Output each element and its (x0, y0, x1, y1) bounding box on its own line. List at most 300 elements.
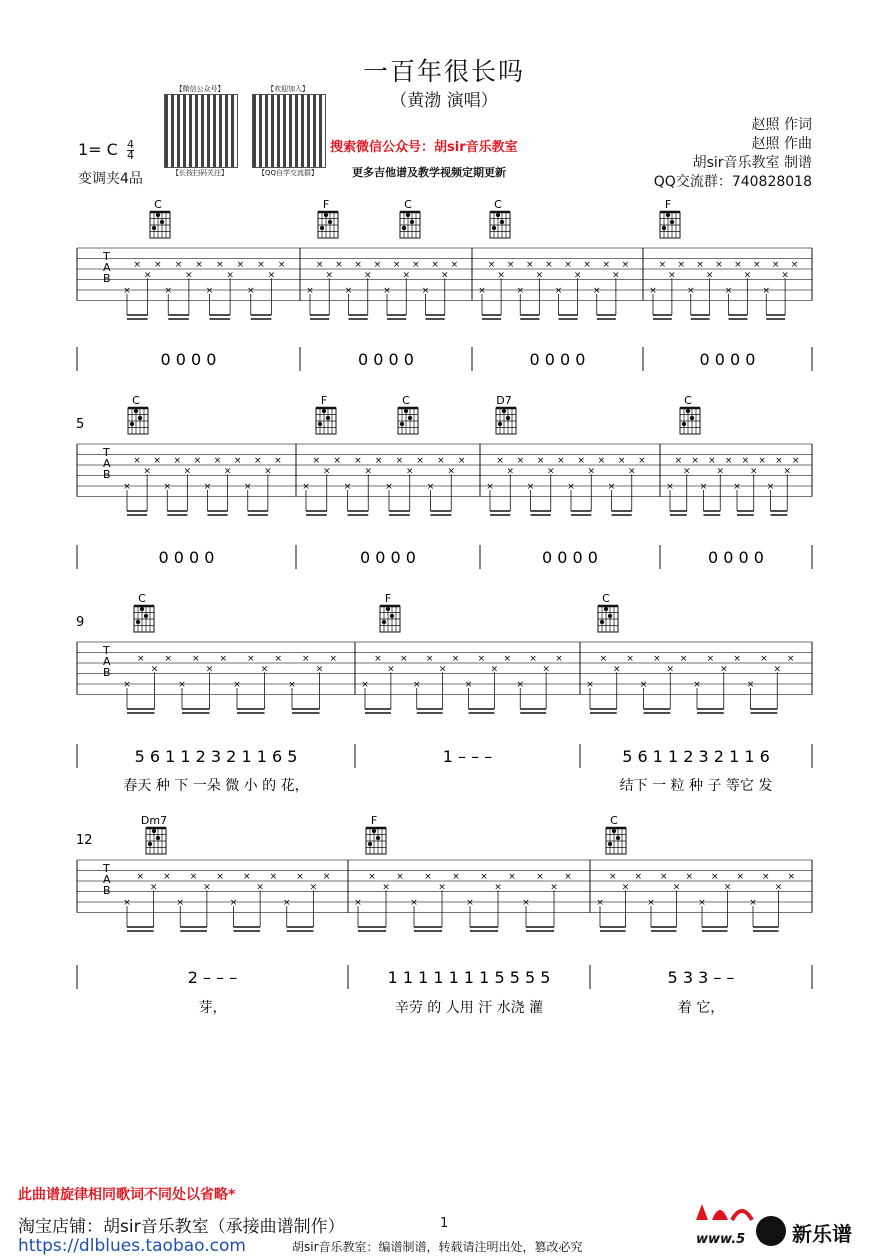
strum-mark: × (478, 286, 486, 296)
strum-mark: × (627, 466, 636, 477)
strum-mark: × (195, 259, 203, 270)
chord-diagram (680, 394, 700, 434)
tab-clef: B (103, 666, 111, 679)
strum-mark: × (205, 286, 214, 296)
strum-mark: × (668, 270, 676, 281)
strum-mark: × (790, 259, 799, 270)
strum-mark: × (634, 871, 643, 882)
composer: 赵照 作曲 (751, 136, 812, 152)
strum-mark: × (626, 653, 634, 664)
strum-mark: × (503, 653, 512, 664)
chord-name: C (684, 394, 692, 407)
chord-diagram (400, 198, 420, 238)
strum-mark: × (257, 259, 265, 270)
strum-mark: × (302, 482, 310, 492)
qq-group: QQ交流群：740828018 (653, 174, 812, 190)
chord-name: F (320, 394, 328, 407)
chord-name: F (322, 198, 330, 211)
strum-mark: × (368, 871, 376, 882)
strum-mark: × (724, 286, 733, 296)
strum-mark: × (216, 871, 224, 882)
strum-mark: × (466, 898, 474, 908)
strum-mark: × (243, 482, 252, 492)
strum-mark: × (608, 871, 617, 882)
strum-mark: × (246, 286, 255, 296)
qr1-caption-bottom: 【长按扫码关注】 (172, 169, 228, 177)
strum-mark: × (781, 270, 789, 281)
strum-mark: × (216, 259, 224, 270)
chord-diagram (660, 198, 680, 238)
qr2-caption-bottom: 【QQ自学交流群】 (257, 169, 319, 177)
chord-dot (662, 226, 666, 230)
strum-mark: × (674, 455, 683, 466)
arranger: 胡sir音乐教室 制谱 (692, 155, 812, 171)
strum-mark: × (431, 259, 439, 270)
strum-mark: × (143, 466, 151, 477)
chord-name: F (664, 198, 672, 211)
strum-mark: × (203, 882, 211, 893)
strum-mark: × (716, 466, 725, 477)
strum-mark: × (554, 286, 563, 296)
strum-mark: × (477, 653, 486, 664)
strum-mark: × (758, 455, 766, 466)
strum-mark: × (133, 259, 142, 270)
strum-mark: × (185, 270, 193, 281)
qr1-caption-top: 【微信公众号】 (175, 85, 225, 93)
strum-mark: × (315, 259, 324, 270)
chord-dot (318, 422, 322, 426)
strum-mark: × (301, 653, 310, 664)
notation-measure: 0 0 0 0 (699, 350, 756, 369)
strum-mark: × (176, 898, 185, 908)
tab-clef: B (103, 468, 111, 481)
strum-mark: × (496, 455, 504, 466)
strum-mark: × (191, 653, 200, 664)
strum-mark: × (733, 653, 741, 664)
strum-mark: × (274, 653, 283, 664)
strum-mark: × (508, 871, 516, 882)
chord-dot (608, 614, 612, 618)
chord-dot (670, 220, 674, 224)
strum-mark: × (424, 871, 432, 882)
strum-mark: × (213, 455, 222, 466)
chord-dot (506, 416, 510, 420)
strum-mark: × (333, 455, 341, 466)
strum-mark: × (516, 455, 525, 466)
strum-mark: × (440, 270, 449, 281)
strum-mark: × (236, 259, 245, 270)
chord-name: C (138, 592, 146, 605)
strum-mark: × (243, 871, 251, 882)
strum-mark: × (438, 664, 447, 675)
strum-mark: × (649, 286, 657, 296)
strum-mark: × (536, 455, 545, 466)
strum-mark: × (136, 871, 145, 882)
strum-mark: × (617, 455, 626, 466)
strum-mark: × (749, 898, 757, 908)
strum-mark: × (497, 270, 505, 281)
strum-mark: × (706, 653, 715, 664)
strum-mark: × (775, 455, 783, 466)
strum-mark: × (154, 259, 162, 270)
chord-diagram (316, 394, 336, 434)
strum-mark: × (550, 882, 558, 893)
chord-name: C (404, 198, 412, 211)
chord-dot (682, 422, 686, 426)
strum-mark: × (412, 680, 421, 690)
strum-mark: × (698, 898, 706, 908)
strum-mark: × (487, 259, 496, 270)
notation-measure: 0 0 0 0 (542, 548, 598, 567)
chord-dot (328, 220, 332, 224)
strum-mark: × (392, 259, 401, 270)
qr2-caption-top: 【欢迎加入】 (267, 85, 309, 93)
strum-mark: × (274, 455, 282, 466)
song-subtitle: （黄渤 演唱） (390, 91, 498, 111)
chord-dot (152, 829, 156, 833)
chord-dot (148, 842, 152, 846)
strum-mark: × (306, 286, 314, 296)
record-icon (756, 1216, 786, 1246)
strum-mark: × (494, 882, 502, 893)
strum-mark: × (535, 270, 544, 281)
strum-mark: × (452, 871, 460, 882)
capo-label: 变调夹4品 (78, 171, 143, 187)
strum-mark: × (691, 455, 699, 466)
strum-mark: × (354, 898, 362, 908)
strum-mark: × (685, 871, 694, 882)
strum-mark: × (583, 259, 591, 270)
strum-mark: × (123, 286, 131, 296)
strum-mark: × (164, 286, 173, 296)
tab-clef: B (103, 272, 111, 285)
chord-diagram (490, 198, 510, 238)
strum-mark: × (621, 259, 630, 270)
chord-diagram (134, 592, 154, 632)
strum-mark: × (696, 259, 704, 270)
strum-mark: × (639, 680, 648, 690)
strum-mark: × (693, 680, 701, 690)
chord-name: C (494, 198, 502, 211)
strum-mark: × (361, 680, 369, 690)
chord-dot (326, 416, 330, 420)
notation-measure: 0 0 0 0 (529, 350, 586, 369)
lyricist: 赵照 作词 (751, 117, 812, 133)
strum-mark: × (672, 882, 681, 893)
strum-mark: × (315, 664, 324, 675)
strum-mark: × (438, 882, 446, 893)
strum-mark: × (219, 653, 228, 664)
chord-diagram (366, 814, 386, 854)
chord-dot (130, 422, 134, 426)
strum-mark: × (753, 259, 761, 270)
strum-mark: × (647, 898, 655, 908)
strum-mark: × (193, 455, 202, 466)
notation-measure: 0 0 0 0 (358, 350, 414, 369)
chord-dot (498, 422, 502, 426)
notation-measure: 5 6 1 1 2 3 2 1 1 6 5 (134, 747, 298, 766)
strum-mark: × (529, 653, 537, 664)
strum-mark: × (542, 664, 550, 675)
strum-mark: × (425, 653, 434, 664)
strum-mark: × (451, 653, 460, 664)
chord-name: Dm7 (140, 814, 168, 827)
chord-dot (502, 409, 506, 413)
notation-measure: 1 – – – (442, 747, 493, 766)
strum-mark: × (136, 653, 145, 664)
strum-mark: × (736, 871, 745, 882)
strum-mark: × (400, 653, 408, 664)
chord-dot (376, 836, 380, 840)
chord-diagram (380, 592, 400, 632)
strum-mark: × (143, 270, 152, 281)
chord-diagram (496, 394, 516, 434)
key-label: 1= C (78, 140, 118, 159)
strum-mark: × (254, 455, 262, 466)
tab-clef: T (103, 250, 110, 263)
strum-mark: × (164, 653, 173, 664)
chord-dot (492, 226, 496, 230)
chord-diagram (598, 592, 618, 632)
repeat-notice: 此曲谱旋律相同歌词不同处以省略* (18, 1187, 236, 1203)
chord-diagram (318, 198, 338, 238)
strum-mark: × (573, 270, 582, 281)
strum-mark: × (599, 653, 608, 664)
tab-clef: A (103, 261, 111, 274)
chord-name: C (132, 394, 140, 407)
strum-mark: × (577, 455, 585, 466)
chord-dot (144, 614, 148, 618)
strum-mark: × (741, 455, 750, 466)
strum-mark: × (457, 455, 466, 466)
score-system (76, 592, 812, 794)
strum-mark: × (774, 882, 783, 893)
strum-mark: × (567, 482, 575, 492)
strum-mark: × (405, 466, 414, 477)
chord-dot (616, 836, 620, 840)
strum-mark: × (526, 259, 534, 270)
notation-measure: 5 6 1 1 2 3 2 1 1 6 (622, 747, 770, 766)
strum-mark: × (246, 653, 255, 664)
promo-text: 搜索微信公众号：胡sir音乐教室 (330, 140, 518, 155)
strum-mark: × (708, 455, 716, 466)
measure-number: 5 (76, 417, 85, 432)
strum-mark: × (226, 270, 234, 281)
strum-mark: × (205, 664, 214, 675)
chord-dot (496, 213, 500, 217)
chord-dot (404, 409, 408, 413)
strum-mark: × (163, 871, 171, 882)
strum-mark: × (189, 871, 198, 882)
strum-mark: × (743, 270, 752, 281)
strum-mark: × (256, 882, 264, 893)
strum-mark: × (288, 680, 296, 690)
strum-mark: × (564, 259, 572, 270)
chord-dot (686, 409, 690, 413)
measure-number: 9 (76, 615, 85, 630)
strum-mark: × (412, 259, 420, 270)
strum-mark: × (374, 455, 383, 466)
strum-mark: × (354, 455, 362, 466)
strum-mark: × (150, 664, 159, 675)
strum-mark: × (437, 455, 445, 466)
strum-mark: × (686, 286, 695, 296)
strum-mark: × (203, 482, 212, 492)
strum-mark: × (335, 259, 343, 270)
strum-mark: × (715, 259, 723, 270)
lyric-line: 结下 一 粒 种 子 等它 发 (619, 778, 773, 794)
strum-mark: × (587, 466, 596, 477)
strum-mark: × (783, 466, 792, 477)
chord-dot (500, 220, 504, 224)
chord-name: C (154, 198, 162, 211)
strum-mark: × (710, 871, 719, 882)
chord-dot (410, 220, 414, 224)
chord-name: C (402, 394, 410, 407)
strum-mark: × (447, 466, 456, 477)
strum-mark: × (555, 653, 563, 664)
notation-measure: 2 – – – (187, 968, 238, 987)
chord-dot (134, 409, 138, 413)
strum-mark: × (682, 466, 691, 477)
strum-mark: × (597, 455, 606, 466)
chord-dot (690, 416, 694, 420)
lyric-line: 春天 种 下 一朵 微 小 的 花， (123, 778, 309, 794)
strum-mark: × (771, 259, 780, 270)
strum-mark: × (486, 482, 494, 492)
chord-dot (400, 422, 404, 426)
promo-subtext: 更多吉他谱及教学视频定期更新 (352, 166, 506, 179)
strum-mark: × (734, 259, 742, 270)
strum-mark: × (322, 871, 331, 882)
time-sig-bottom: 4 (126, 149, 134, 162)
strum-mark: × (123, 482, 131, 492)
strum-mark: × (329, 653, 338, 664)
shop-url[interactable]: https://dlblues.taobao.com (18, 1236, 246, 1256)
site-logo-icon (694, 1198, 754, 1224)
strum-mark: × (760, 653, 768, 664)
lyric-line: 着 它， (677, 1000, 725, 1016)
chord-dot (408, 416, 412, 420)
strum-mark: × (536, 871, 544, 882)
strum-mark: × (506, 259, 515, 270)
strum-mark: × (612, 270, 620, 281)
strum-mark: × (791, 455, 800, 466)
strum-mark: × (602, 259, 611, 270)
strum-mark: × (296, 871, 304, 882)
strum-mark: × (325, 270, 334, 281)
strum-mark: × (490, 664, 499, 675)
strum-mark: × (666, 482, 674, 492)
notation-measure: 0 0 0 0 (160, 350, 217, 369)
strum-mark: × (733, 482, 741, 492)
strum-mark: × (382, 882, 390, 893)
tab-clef: B (103, 884, 111, 897)
strum-mark: × (659, 871, 668, 882)
strum-mark: × (746, 680, 755, 690)
strum-mark: × (679, 653, 688, 664)
strum-mark: × (387, 664, 395, 675)
site-url: www.5 (696, 1232, 746, 1247)
strum-mark: × (374, 653, 382, 664)
strum-mark: × (344, 286, 353, 296)
strum-mark: × (269, 871, 278, 882)
strum-mark: × (705, 270, 714, 281)
page-number: 1 (440, 1216, 449, 1231)
chord-diagram (128, 394, 148, 434)
strum-mark: × (233, 680, 241, 690)
strum-mark: × (123, 898, 131, 908)
strum-mark: × (464, 680, 473, 690)
chord-dot (406, 213, 410, 217)
notation-measure: 5 3 3 – – (667, 968, 735, 987)
lyric-line: 芽， (198, 1000, 227, 1016)
strum-mark: × (557, 455, 565, 466)
strum-mark: × (396, 871, 404, 882)
chord-diagram (606, 814, 626, 854)
strum-mark: × (592, 286, 601, 296)
strum-mark: × (699, 482, 708, 492)
strum-mark: × (546, 466, 555, 477)
chord-dot (320, 226, 324, 230)
chord-dot (612, 829, 616, 833)
strum-mark: × (123, 680, 131, 690)
strum-mark: × (229, 898, 238, 908)
chord-dot (386, 607, 390, 611)
strum-mark: × (395, 455, 404, 466)
strum-mark: × (766, 482, 775, 492)
strum-mark: × (638, 455, 646, 466)
notation-measure: 0 0 0 0 (158, 548, 215, 567)
song-title: 一百年很长吗 (362, 57, 525, 86)
chord-dot (600, 620, 604, 624)
strum-mark: × (402, 270, 411, 281)
brand-name: 新乐谱 (792, 1222, 852, 1246)
strum-mark: × (586, 680, 594, 690)
score-system (76, 394, 812, 569)
strum-mark: × (653, 653, 661, 664)
strum-mark: × (385, 482, 393, 492)
strum-mark: × (282, 898, 291, 908)
chord-name: C (602, 592, 610, 605)
strum-mark: × (421, 286, 430, 296)
strum-mark: × (149, 882, 158, 893)
strum-mark: × (719, 664, 728, 675)
strum-mark: × (666, 664, 675, 675)
strum-mark: × (762, 286, 771, 296)
chord-diagram (141, 814, 167, 854)
strum-mark: × (545, 259, 553, 270)
lyric-line: 辛劳 的 人用 汗 水浇 灌 (394, 1000, 544, 1016)
chord-name: D7 (496, 394, 512, 407)
strum-mark: × (773, 664, 782, 675)
strum-mark: × (264, 466, 272, 477)
strum-mark: × (260, 664, 269, 675)
strum-mark: × (621, 882, 630, 893)
strum-mark: × (506, 466, 515, 477)
strum-mark: × (426, 482, 435, 492)
chord-dot (322, 409, 326, 413)
strum-mark: × (761, 871, 770, 882)
copyright-note: 胡sir音乐教室：编谱制谱，转载请注明出处，篡改必究 (292, 1240, 583, 1254)
chord-dot (156, 836, 160, 840)
chord-dot (666, 213, 670, 217)
score-system (76, 814, 812, 1016)
strum-mark: × (312, 455, 321, 466)
chord-dot (138, 416, 142, 420)
strum-mark: × (723, 882, 732, 893)
strum-mark: × (153, 455, 161, 466)
